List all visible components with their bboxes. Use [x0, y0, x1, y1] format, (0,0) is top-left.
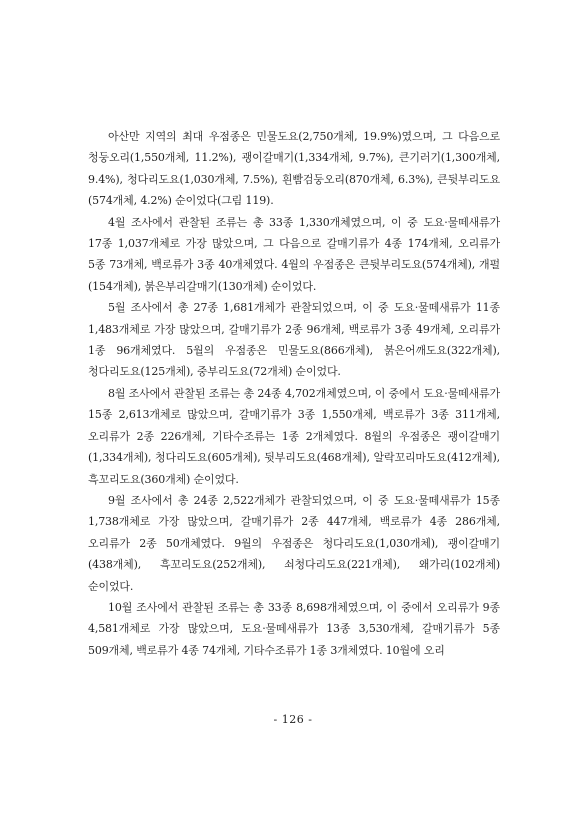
- page-number: - 126 -: [273, 713, 313, 726]
- body-text: [88, 126, 500, 661]
- paragraph-october: 10월 조사에서 관찰된 조류는 총 33종 8,698개체였으며, 이 중에서 오리류가 9종 4,581개체로 가장 많았으며, 도요·물떼새류가 13종 3,530개체, 갈매기류가 5종 509개체, 백로류가 4종 74개체, 기타수조류가 1종 3개체였다. 10월에 오리: [88, 600, 500, 657]
- paragraph-overview: 아산만 지역의 최대 우점종은 민물도요(2,750개체, 19.9%)였으며, 그 다음으로 청둥오리(1,550개체, 11.2%), 괭이갈매기(1,334개체, 9.7%), 큰기러기(1,300개체, 9.4%), 청다리도요(1,030개체, 7.5%), 흰빰검둥오리(870개체, 6.3%), 큰뒷부리도요(574개체, 4.2%) 순이었다(그림 119).: [88, 130, 500, 208]
- paragraph-august: 8월 조사에서 관찰된 조류는 총 24종 4,702개체였으며, 이 중에서 도요·물떼새류가 15종 2,613개체로 많았으며, 갈매기류가 3종 1,550개체, 백로류가 3종 311개체, 오리류가 2종 226개체, 기타수조류는 1종 2개체였다. 8월의 우점종은 괭이갈매기(1,334개체), 청다리도요(605개체), 뒷부리도요(468개체), 알락꼬리마도요(412개체), 흑꼬리도요(360개체) 순이었다.: [88, 386, 500, 486]
- paragraph-september: 9월 조사에서 총 24종 2,522개체가 관찰되었으며, 이 중 도요·물떼새류가 15종 1,738개체로 가장 많았으며, 갈매기류가 2종 447개체, 백로류가 4종 286개체, 오리류가 2종 50개체였다. 9월의 우점종은 청다리도요(1,030개체), 괭이갈매기(438개체), 흑꼬리도요(252개체), 쇠청다리도요(221개체), 왜가리(102개체) 순이었다.: [88, 493, 500, 593]
- paragraph-april: 4월 조사에서 관찰된 조류는 총 33종 1,330개체였으며, 이 중 도요·물떼새류가 17종 1,037개체로 가장 많았으며, 그 다음으로 갈매기류가 4종 174개체, 오리류가 5종 73개체, 백로류가 3종 40개체였다. 4월의 우점종은 큰뒷부리도요(574개체), 개펄(154개체), 붉은부리갈매기(130개체) 순이었다.: [88, 215, 500, 293]
- paragraph-may: 5월 조사에서 총 27종 1,681개체가 관찰되었으며, 이 중 도요·물떼새류가 11종 1,483개체로 가장 많았으며, 갈매기류가 2종 96개체, 백로류가 3종 49개체, 오리류가 1종 96개체였다. 5월의 우점종은 민물도요(866개체), 붉은어깨도요(322개체), 청다리도요(125개체), 중부리도요(72개체) 순이었다.: [88, 301, 500, 379]
